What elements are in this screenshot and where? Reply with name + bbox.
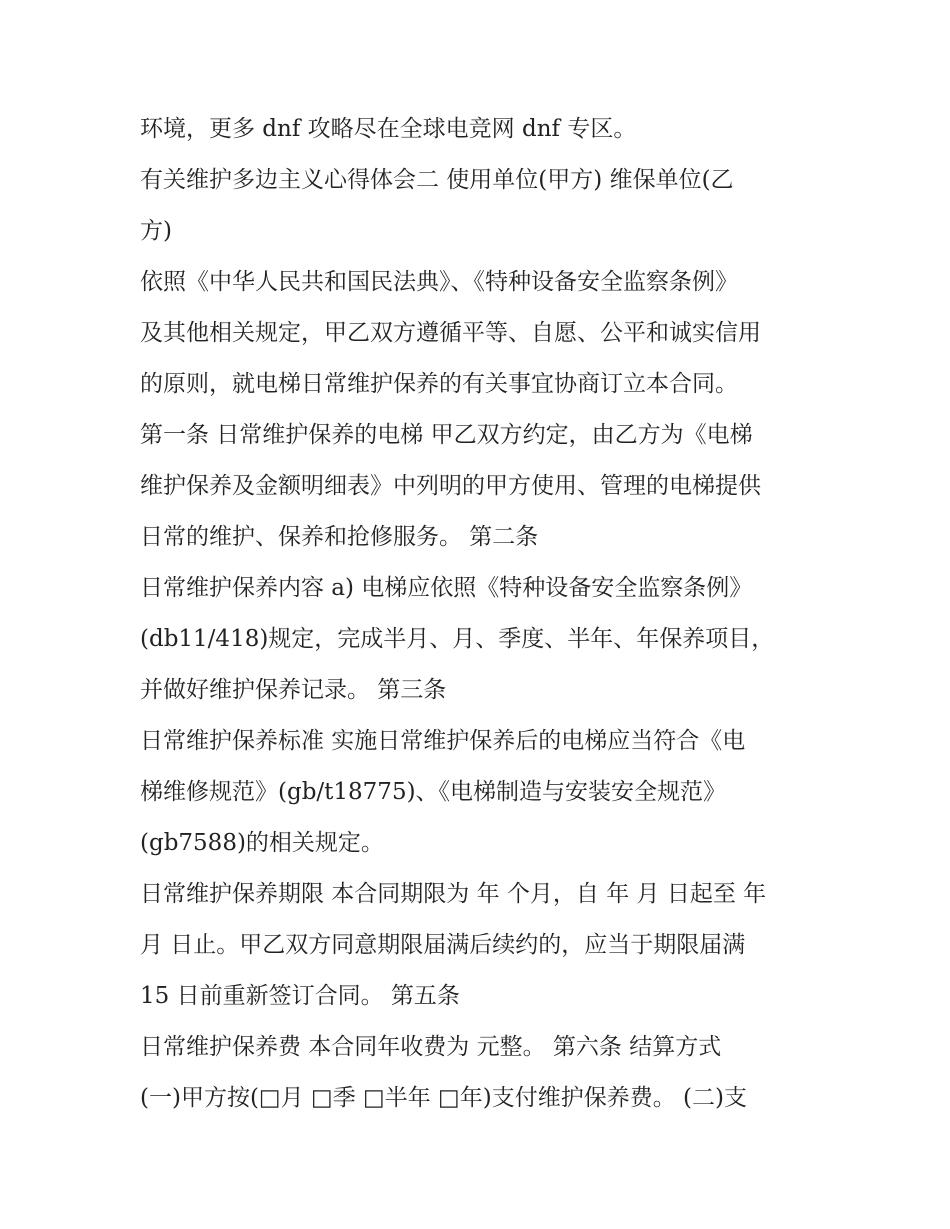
text-line: 方) [140, 218, 172, 244]
text-line: 梯维修规范》(gb/t18775)、《电梯制造与安装安全规范》 [140, 779, 727, 805]
text-line: 第一条 日常维护保养的电梯 甲乙双方约定，由乙方为《电梯 [140, 422, 753, 448]
text-line: 日常维护保养标准 实施日常维护保养后的电梯应当符合《电 [140, 728, 746, 754]
text-line: 环境，更多 dnf 攻略尽在全球电竞网 dnf 专区。 [140, 116, 637, 142]
text-line: (gb7588)的相关规定。 [140, 830, 384, 856]
document-body [140, 107, 830, 1127]
text-line: 的原则，就电梯日常维护保养的有关事宜协商订立本合同。 [140, 371, 738, 397]
text-line: (一)甲方按(□月 □季 □半年 □年)支付维护保养费。 (二)支 [140, 1085, 748, 1111]
text-line: 及其他相关规定，甲乙双方遵循平等、自愿、公平和诚实信用 [140, 320, 761, 346]
text-line: 并做好维护保养记录。 第三条 [140, 677, 447, 703]
text-line: 日常的维护、保养和抢修服务。 第二条 [140, 524, 539, 550]
text-line: 维护保养及金额明细表》中列明的甲方使用、管理的电梯提供 [140, 473, 761, 499]
text-line: 日常维护保养期限 本合同期限为 年 个月，自 年 月 日起至 年 [140, 881, 767, 907]
text-line: 日常维护保养内容 a) 电梯应依照《特种设备安全监察条例》 [140, 575, 753, 601]
text-line: 依照《中华人民共和国民法典》、《特种设备安全监察条例》 [140, 269, 738, 295]
text-line: 月 日止。甲乙双方同意期限届满后续约的，应当于期限届满 [140, 932, 746, 958]
text-line: 有关维护多边主义心得体会二 使用单位(甲方) 维保单位(乙 [140, 167, 734, 193]
text-line: (db11/418)规定，完成半月、月、季度、半年、年保养项目， [140, 626, 775, 652]
text-line: 日常维护保养费 本合同年收费为 元整。 第六条 结算方式 [140, 1034, 722, 1060]
text-line: 15 日前重新签订合同。 第五条 [140, 983, 460, 1009]
